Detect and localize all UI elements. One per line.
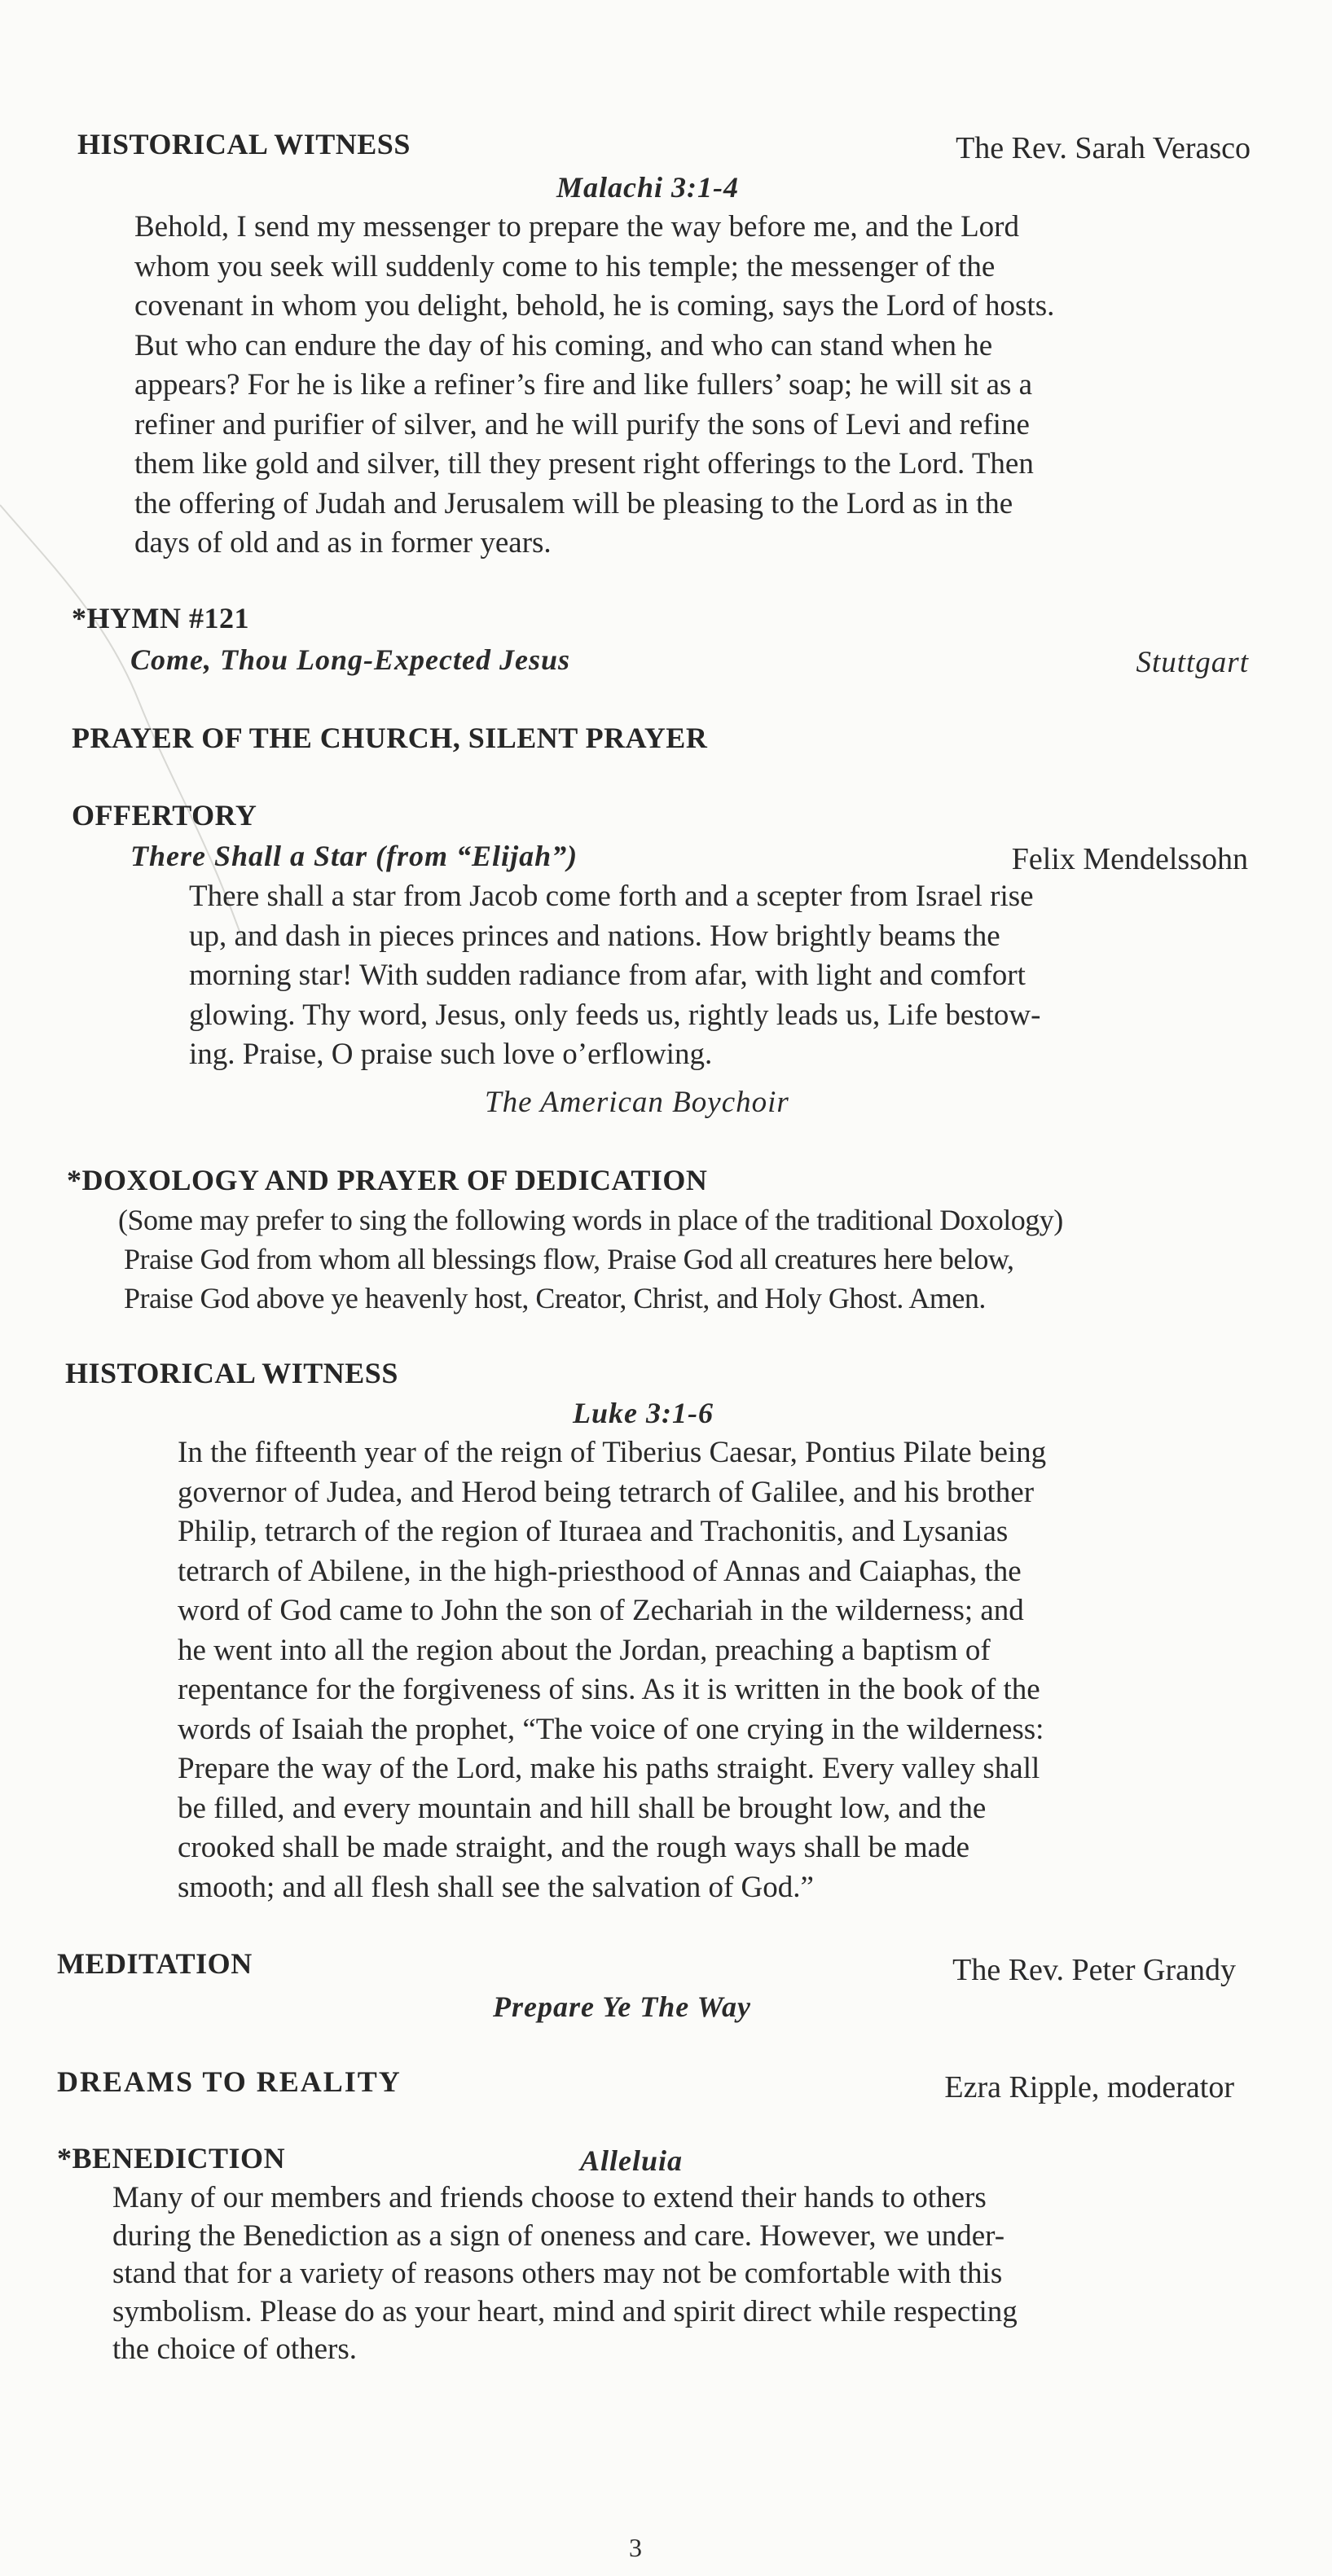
scripture-line: governor of Judea, and Herod being tetrarch of Galilee, and his brother	[178, 1475, 1035, 1509]
benediction-text	[112, 2179, 1018, 2369]
benediction-line: during the Benediction as a sign of oneness and care. However, we under-	[112, 2218, 1005, 2253]
scripture-reference: Malachi 3:1-4	[556, 171, 739, 204]
benediction-line: stand that for a variety of reasons others may not be comfortable with this	[112, 2257, 1003, 2290]
scripture-line: repentance for the forgiveness of sins. As it is written in the book of the	[178, 1673, 1040, 1706]
scripture-text	[134, 208, 1054, 564]
prayer-heading: PRAYER OF THE CHURCH, SILENT PRAYER	[72, 722, 708, 754]
benediction-line: Many of our members and friends choose to extend their hands to others	[112, 2181, 987, 2214]
scripture-line: them like gold and silver, till they present right offerings to the Lord. Then	[134, 447, 1034, 481]
historical-witness-heading: HISTORICAL WITNESS	[77, 128, 411, 160]
dreams-heading: DREAMS TO REALITY	[57, 2065, 402, 2098]
offertory-composer: Felix Mendelssohn	[1011, 842, 1248, 876]
doxology-text	[118, 1200, 1063, 1318]
benediction-title: Alleluia	[580, 2144, 684, 2177]
scripture-line: covenant in whom you delight, behold, he is coming, says the Lord of hosts.	[134, 289, 1055, 323]
scripture-line: be filled, and every mountain and hill shall be brought low, and the	[178, 1791, 987, 1825]
scripture-line: smooth; and all flesh shall see the salvation of God.”	[178, 1870, 814, 1904]
scripture-text	[178, 1433, 1046, 1907]
page-number: 3	[629, 2533, 642, 2562]
scripture-line: In the fifteenth year of the reign of Tiberius Caesar, Pontius Pilate being	[178, 1436, 1047, 1469]
doxology-heading: *DOXOLOGY AND PRAYER OF DEDICATION	[67, 1164, 708, 1196]
scripture-line: refiner and purifier of silver, and he will purify the sons of Levi and refine	[134, 407, 1030, 441]
offertory-text	[189, 877, 1040, 1075]
scripture-line: Philip, tetrarch of the region of Ituraea and Trachonitis, and Lysanias	[178, 1515, 1009, 1548]
offertory-heading: OFFERTORY	[72, 799, 257, 832]
offertory-performer: The American Boychoir	[485, 1086, 789, 1119]
offertory-line: glowing. Thy word, Jesus, only feeds us, rightly leads us, Life bestow-	[189, 998, 1041, 1032]
meditation-title: Prepare Ye The Way	[493, 1990, 751, 2023]
offertory-line: There shall a star from Jacob come forth and a scepter from Israel rise	[189, 880, 1034, 913]
doxology-line: Praise God from whom all blessings flow, Praise God all creatures here below,	[124, 1243, 1014, 1275]
benediction-heading: *BENEDICTION	[57, 2142, 286, 2174]
historical-witness-heading: HISTORICAL WITNESS	[65, 1357, 398, 1389]
scripture-line: appears? For he is like a refiner’s fire and like fullers’ soap; he will sit as a	[134, 368, 1033, 402]
offertory-line: morning star! With sudden radiance from afar, with light and comfort	[189, 959, 1026, 992]
hymn-title: Come, Thou Long-Expected Jesus	[130, 643, 570, 676]
scripture-reference: Luke 3:1-6	[573, 1397, 714, 1429]
scripture-line: But who can endure the day of his coming, and who can stand when he	[134, 328, 993, 362]
meditation-speaker: The Rev. Peter Grandy	[952, 1953, 1236, 1987]
dreams-speaker: Ezra Ripple, moderator	[944, 2070, 1234, 2104]
scripture-line: word of God came to John the son of Zechariah in the wilderness; and	[178, 1594, 1024, 1627]
scripture-line: Prepare the way of the Lord, make his paths straight. Every valley shall	[178, 1752, 1040, 1785]
benediction-line: the choice of others.	[112, 2332, 357, 2366]
offertory-line: up, and dash in pieces princes and nations. How brightly beams the	[189, 919, 1000, 953]
scripture-line: the offering of Judah and Jerusalem will be pleasing to the Lord as in the	[134, 486, 1013, 520]
scripture-line: he went into all the region about the Jordan, preaching a baptism of	[178, 1633, 991, 1667]
scripture-line: tetrarch of Abilene, in the high-priesthood of Annas and Caiaphas, the	[178, 1554, 1022, 1588]
scripture-line: whom you seek will suddenly come to his temple; the messenger of the	[134, 249, 996, 283]
offertory-title: There Shall a Star (from “Elijah”)	[130, 840, 578, 872]
scripture-line: Behold, I send my messenger to prepare the way before me, and the Lord	[134, 210, 1019, 244]
scripture-line: crooked shall be made straight, and the rough ways shall be made	[178, 1831, 969, 1864]
meditation-heading: MEDITATION	[57, 1947, 253, 1980]
doxology-line: Praise God above ye heavenly host, Creator, Christ, and Holy Ghost. Amen.	[124, 1282, 986, 1314]
hymn-tune: Stuttgart	[1136, 646, 1249, 679]
doxology-line: (Some may prefer to sing the following words in place of the traditional Doxology)	[118, 1204, 1063, 1236]
scripture-line: words of Isaiah the prophet, “The voice of one crying in the wilderness:	[178, 1712, 1044, 1746]
reader-name: The Rev. Sarah Verasco	[956, 131, 1251, 165]
offertory-line: ing. Praise, O praise such love o’erflowing.	[189, 1038, 713, 1071]
scripture-line: days of old and as in former years.	[134, 526, 552, 560]
benediction-line: symbolism. Please do as your heart, mind and spirit direct while respecting	[112, 2294, 1018, 2328]
hymn-heading: *HYMN #121	[72, 602, 249, 634]
